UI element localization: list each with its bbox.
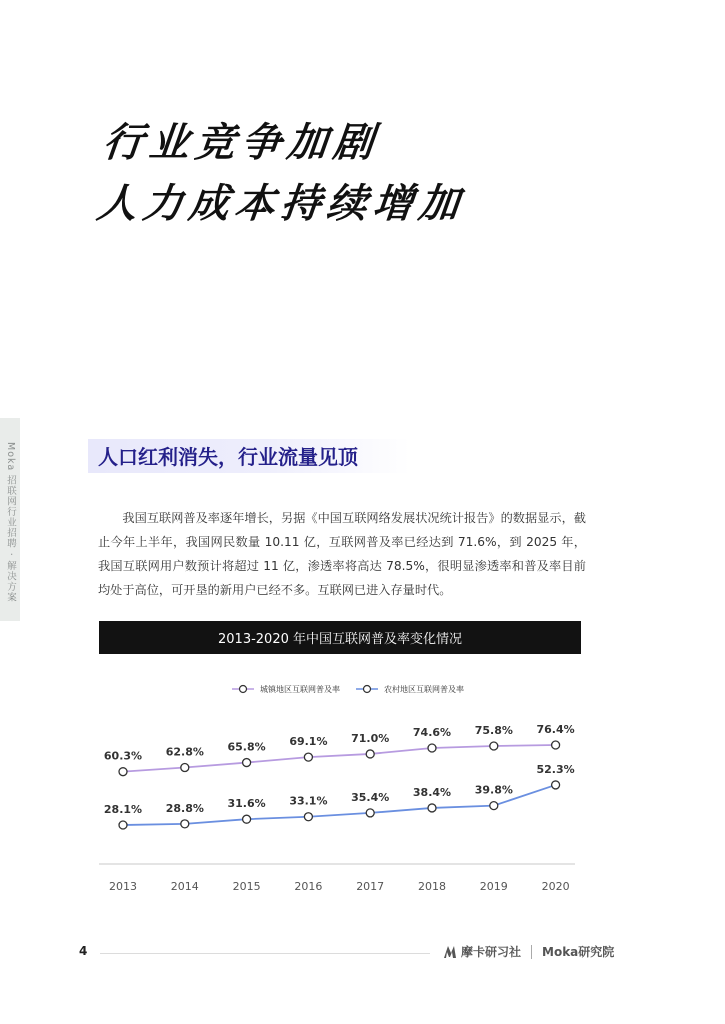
footer-brand [443,943,614,960]
x-tick-label: 2014 [170,880,199,893]
data-label: 75.8% [474,723,513,737]
x-tick-label: 2018 [418,880,446,893]
data-point [490,742,498,750]
hero-title-line-2: 人力成本持续增加 [94,181,468,227]
data-point [428,804,436,812]
x-tick-label: 2013 [109,880,137,893]
section-heading-text: 人口红利消失，行业流量见顶 [98,445,358,469]
data-point [119,768,127,776]
body-paragraph: 我国互联网普及率逐年增长，另据《中国互联网络发展状况统计报告》的数据显示，截止今年上半年，我国网民数量 10.11 亿，互联网普及率已经达到 71.6%，到 2025 年，我国互联网用户数预计将超过 11 亿，渗透率将高达 78.5%，很明显渗透率和普及率目前均处于高位，可开垦的新用户已经不多。互联网已进入存量时代。 [98,511,586,597]
legend-label-1: 农村地区互联网普及率 [384,685,464,694]
data-label: 38.4% [412,785,452,799]
data-label: 69.1% [289,735,328,749]
legend-marker-1 [364,686,371,693]
data-label: 52.3% [536,762,575,776]
data-point [552,741,560,749]
data-label: 71.0% [351,731,390,745]
x-tick-label: 2017 [356,880,385,893]
data-label: 62.8% [165,745,204,759]
data-label: 39.8% [474,783,513,797]
brand-logo-icon [443,945,457,959]
page-number: 4 [79,944,88,958]
data-point [366,809,374,817]
chart-title: 2013-2020 年中国互联网普及率变化情况 [218,632,462,647]
legend-label-0: 城镇地区互联网普及率 [260,685,340,694]
data-label: 74.6% [412,725,452,739]
data-point [119,821,127,829]
data-point [181,764,189,772]
side-tab-label: Moka 招联网行业招聘 · 解决方案 [5,442,16,603]
brand-cn: 摩卡研习社 [461,945,522,959]
data-point [552,781,560,789]
data-point [243,815,251,823]
data-point [304,753,312,761]
data-point [366,750,374,758]
data-point [304,813,312,821]
data-point [490,802,498,810]
data-label: 33.1% [289,794,328,808]
data-label: 31.6% [227,797,266,811]
data-label: 60.3% [103,749,143,763]
data-label: 35.4% [351,790,390,804]
x-tick-label: 2019 [479,880,508,893]
data-label: 28.1% [103,803,143,816]
x-tick-label: 2020 [541,880,570,893]
brand-en: Moka研究院 [542,945,615,959]
data-point [181,820,189,828]
data-point [243,759,251,767]
data-label: 76.4% [536,723,575,736]
legend-marker-0 [240,686,247,693]
x-tick-label: 2015 [232,880,261,893]
data-label: 28.8% [165,801,204,815]
data-label: 65.8% [227,740,266,754]
brand-divider [531,945,532,959]
data-point [428,744,436,752]
x-tick-label: 2016 [294,880,323,893]
hero-title-line-1: 行业竞争加剧 [100,120,382,166]
footer-rule [100,953,430,954]
